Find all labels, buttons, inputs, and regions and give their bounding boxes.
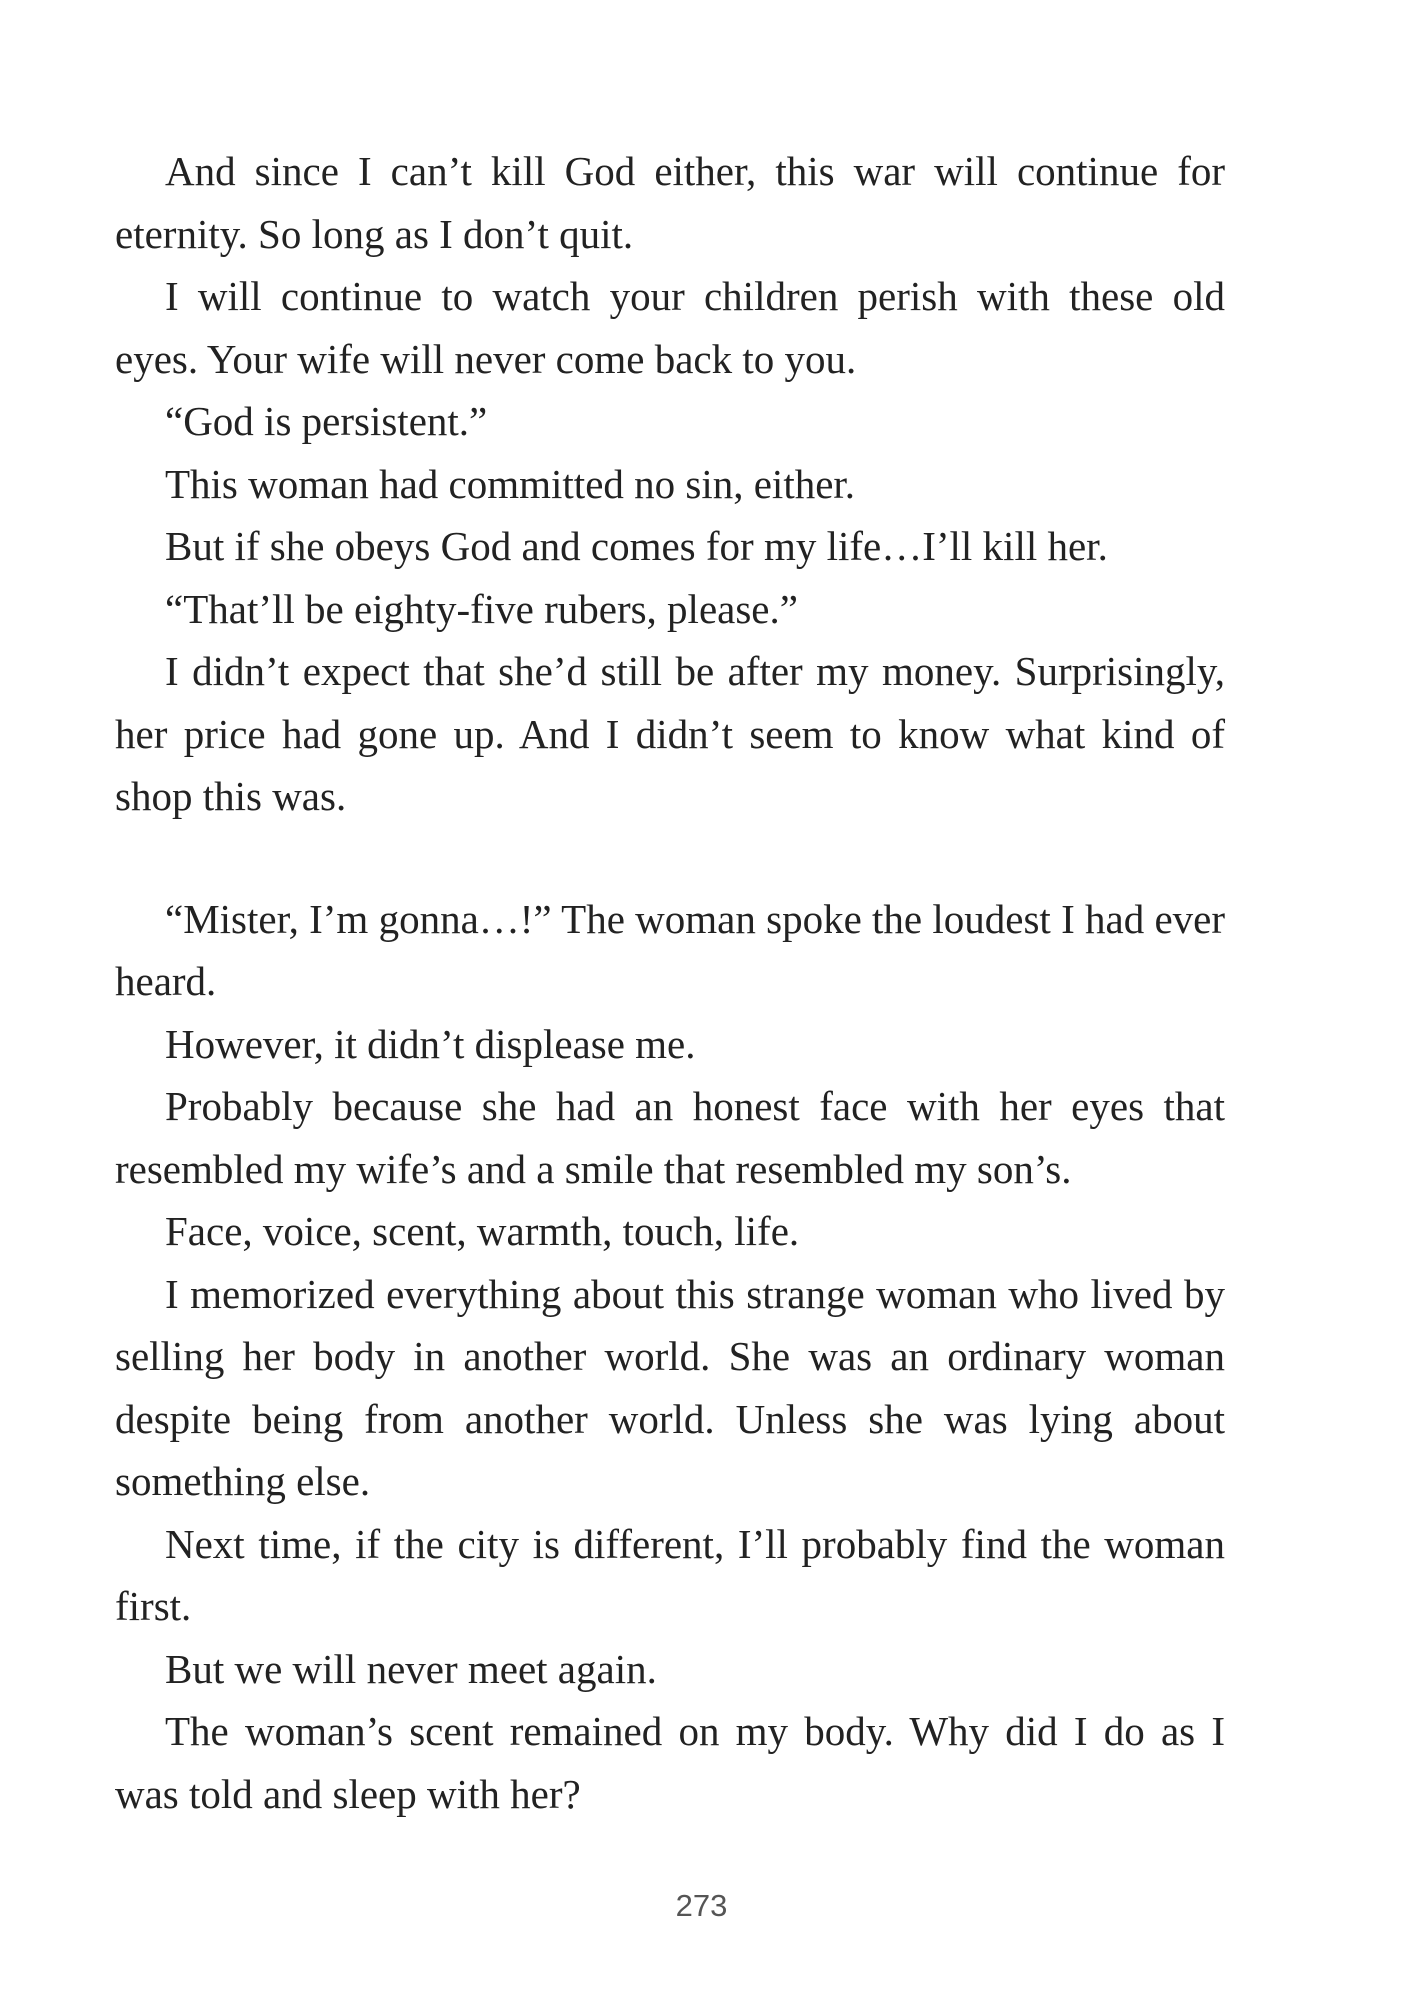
paragraph: I memorized everything about this strange woman who lived by selling her body in another world. She was an ordinary woman despite being from another world. Unless she was lying about something else. xyxy=(115,1270,1225,1504)
paragraph: However, it didn’t displease me. xyxy=(165,1020,696,1067)
paragraph: I will continue to watch your children perish with these old eyes. Your wife will never come back to you. xyxy=(115,273,1225,382)
body-text xyxy=(115,140,1225,1825)
paragraph: “That’ll be eighty-five rubers, please.” xyxy=(165,585,798,632)
paragraph: But if she obeys God and comes for my life…I’ll kill her. xyxy=(165,523,1108,569)
paragraph: “God is persistent.” xyxy=(165,398,488,444)
paragraph: The woman’s scent remained on my body. Why did I do as I was told and sleep with her? xyxy=(115,1708,1225,1817)
paragraph: I didn’t expect that she’d still be after my money. Surprisingly, her price had gone up. And I didn’t seem to know what kind of shop this was. xyxy=(115,648,1225,819)
paragraph: “Mister, I’m gonna…!” The woman spoke the loudest I had ever heard. xyxy=(115,895,1225,1004)
paragraph: This woman had committed no sin, either. xyxy=(165,460,856,507)
paragraph: Probably because she had an honest face with her eyes that resembled my wife’s and a smile that resembled my son’s. xyxy=(115,1083,1225,1192)
paragraph: And since I can’t kill God either, this war will continue for eternity. So long as I don’t quit. xyxy=(115,148,1225,257)
paragraph: Face, voice, scent, warmth, touch, life. xyxy=(165,1208,800,1254)
paragraph: Next time, if the city is different, I’ll probably find the woman first. xyxy=(115,1520,1225,1629)
page-number: 273 xyxy=(675,1888,728,1923)
paragraph: But we will never meet again. xyxy=(165,1645,657,1692)
